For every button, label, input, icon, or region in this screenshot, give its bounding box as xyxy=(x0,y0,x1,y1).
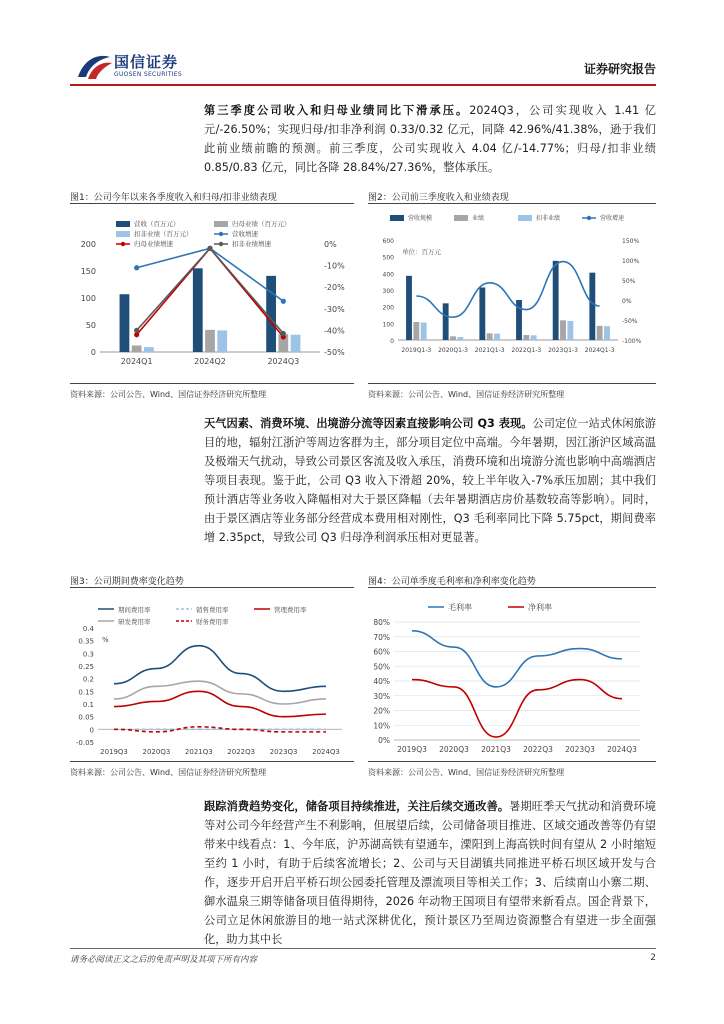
bar xyxy=(567,321,573,340)
figure-2-chart xyxy=(368,208,656,380)
bar xyxy=(120,294,130,352)
y-tick-right: 0% xyxy=(324,240,337,249)
figure-3-top-rule xyxy=(70,587,354,588)
y-tick-right: -30% xyxy=(324,304,345,314)
bar xyxy=(413,322,419,340)
logo-text: 国信证券 xyxy=(114,53,179,71)
bar xyxy=(266,276,276,352)
series-line xyxy=(412,631,622,687)
y-tick-right: -20% xyxy=(324,283,345,293)
y-tick-right: -100% xyxy=(622,338,642,345)
figure-2-bottom-rule xyxy=(368,383,656,384)
bar xyxy=(553,261,559,340)
bar xyxy=(523,335,529,340)
y-tick-label: 0.4 xyxy=(82,625,94,633)
bar xyxy=(494,334,500,340)
x-tick-label: 2019Q3 xyxy=(397,745,427,754)
legend-label: 营收（百万元） xyxy=(134,220,180,228)
legend-label: 研发费用率 xyxy=(118,618,151,626)
paragraph-body: 暑期旺季天气扰动和消费环境等对公司今年经营产生不利影响，但展望后续，公司储备项目推进、区域交通改善等仍有望带来中线看点：1、今年底，沪苏湖高铁有望通车，溧阳到上海高铁时间有望从 2 小时缩短至约 1 小时，有助于后续客流增长；2、公司与天目湖镇共同推进平桥石坝区域开发与合作，逐步开启开启平桥石坝公园委托管理及漂流项目等相关工作；3、后续南山小寨二期、御水温泉三期等储备项目值得期待，2026 年动物王国项目有望带来新看点。国企背景下，公司立足休闲旅游目的地一站式深耕优化，预计景区乃至周边资源整合有望进一步全面强化，助力其中长 xyxy=(204,800,656,946)
x-tick-label: 2024Q3 xyxy=(267,357,300,366)
y-tick-left: 0 xyxy=(390,338,394,345)
y-tick-label: 40% xyxy=(373,677,390,686)
legend-label: 扣非业绩增速 xyxy=(232,240,271,248)
x-tick-label: 2024Q3 xyxy=(312,748,340,756)
figure-1-bottom-rule xyxy=(70,383,354,384)
bar xyxy=(217,330,227,352)
y-tick-right: 0% xyxy=(622,298,632,305)
y-tick-label: 0 xyxy=(89,726,94,735)
legend-label: 销售费用率 xyxy=(196,606,229,614)
report-type: 证券研究报告 xyxy=(583,62,656,76)
series-point xyxy=(281,331,286,336)
y-tick-label: 0.15 xyxy=(78,688,94,697)
x-tick-label: 2020Q1-3 xyxy=(438,347,468,354)
y-tick-left: 150 xyxy=(80,267,96,276)
x-tick-label: 2021Q1-3 xyxy=(474,347,505,354)
paragraph-lead: 第三季度公司收入和归母业绩同比下滑承压。 xyxy=(204,104,470,117)
legend-label: 净利率 xyxy=(528,603,552,612)
bar xyxy=(450,336,456,340)
bar xyxy=(406,276,412,340)
y-tick-label: -0.05 xyxy=(75,739,94,747)
bar xyxy=(589,273,595,340)
y-tick-label: 0.25 xyxy=(78,663,94,671)
x-tick-label: 2024Q1-3 xyxy=(584,347,615,354)
y-tick-label: 0% xyxy=(378,736,390,745)
figure-1-source: 资料来源：公司公告、Wind、国信证券经济研究所整理 xyxy=(70,390,267,399)
figure-4-chart xyxy=(368,592,656,758)
y-tick-left: 50 xyxy=(85,321,96,330)
bar xyxy=(291,335,301,352)
x-tick-label: 2023Q3 xyxy=(565,745,595,754)
series-line xyxy=(412,680,622,738)
y-tick-label: 60% xyxy=(373,647,390,657)
x-tick-label: 2024Q1 xyxy=(120,357,153,366)
y-tick-left: 200 xyxy=(382,304,394,312)
y-tick-right: -50% xyxy=(324,348,345,357)
legend-label: 管理费用率 xyxy=(274,606,307,614)
legend-label: 业绩 xyxy=(472,215,485,222)
figure-2-top-rule xyxy=(368,203,656,204)
paragraph-q3-results xyxy=(204,101,656,177)
paragraph-body: 2024Q3，公司实现收入 1.41 亿元/-26.50%；实现归母/扣非净利润 0.33/0.32 亿元，同降 42.96%/41.38%，逊于我们此前业绩前瞻的预测。前三季度，公司实现收入 4.04 亿/-14.77%；归母/扣非业绩 0.85/0.83 亿元，同比各降 28.84%/27.36%，整体承压。 xyxy=(204,104,656,174)
series-line xyxy=(137,248,284,333)
bar xyxy=(457,337,463,340)
figure-4-title: 图4：公司单季度毛利率和净利率变化趋势 xyxy=(368,577,536,587)
x-tick-label: 2022Q3 xyxy=(227,748,256,756)
figure-3-chart xyxy=(70,592,354,758)
y-tick-left: 100 xyxy=(382,321,394,329)
paragraph-lead: 跟踪消费趋势变化，储备项目持续推进，关注后续交通改善。 xyxy=(204,800,510,813)
x-tick-label: 2021Q3 xyxy=(481,745,511,754)
y-tick-left: 400 xyxy=(382,271,394,279)
legend-marker xyxy=(121,242,125,246)
series-point xyxy=(134,265,139,270)
y-tick-right: -50% xyxy=(622,318,638,325)
figure-3-title: 图3：公司期间费率变化趋势 xyxy=(70,577,184,587)
bar xyxy=(132,346,142,352)
x-tick-label: 2019Q3 xyxy=(100,748,128,756)
y-tick-label: 0.3 xyxy=(82,650,94,659)
chart-unit-label: 单位：百万元 xyxy=(402,248,441,256)
page-number: 2 xyxy=(650,953,656,963)
bar xyxy=(597,326,603,340)
paragraph-outlook xyxy=(204,797,656,949)
legend-swatch xyxy=(518,215,532,221)
bar xyxy=(487,333,493,340)
y-tick-label: 0.05 xyxy=(78,713,94,722)
y-tick-label: 0.1 xyxy=(82,701,94,709)
series-line xyxy=(114,681,326,704)
series-point xyxy=(207,246,212,251)
x-tick-label: 2019Q1-3 xyxy=(401,347,432,354)
series-line xyxy=(137,248,284,301)
figure-1-chart xyxy=(70,208,354,380)
y-tick-label: 0.35 xyxy=(78,637,94,646)
legend-label: 扣非业绩（百万元） xyxy=(134,230,193,238)
y-tick-left: 100 xyxy=(80,294,96,303)
figure-3-source: 资料来源：公司公告、Wind、国信证券经济研究所整理 xyxy=(70,768,267,777)
legend-label: 营收规模 xyxy=(408,215,433,222)
y-tick-left: 500 xyxy=(382,254,394,262)
y-tick-label: 30% xyxy=(373,691,390,701)
x-tick-label: 2020Q3 xyxy=(142,748,171,756)
legend-label: 营收增速 xyxy=(600,215,625,222)
y-tick-label: 80% xyxy=(373,618,390,627)
y-tick-left: 600 xyxy=(382,238,394,245)
series-line xyxy=(114,646,326,692)
x-tick-label: 2023Q1-3 xyxy=(548,347,578,354)
y-tick-label: 50% xyxy=(373,662,390,672)
figure-4-source: 资料来源：公司公告、Wind、国信证券经济研究所整理 xyxy=(368,768,565,777)
legend-swatch xyxy=(214,221,228,227)
bar xyxy=(193,268,203,352)
paragraph-q3-factors xyxy=(204,414,656,547)
series-point xyxy=(281,299,286,304)
bar xyxy=(144,347,154,352)
figure-4-bottom-rule xyxy=(368,761,656,762)
x-tick-label: 2022Q3 xyxy=(523,745,553,754)
legend-label: 归母业绩（百万元） xyxy=(232,220,291,228)
x-tick-label: 2022Q1-3 xyxy=(511,347,542,354)
y-tick-label: 70% xyxy=(373,632,390,642)
paragraph-lead: 天气因素、消费环境、出境游分流等因素直接影响公司 Q3 表现。 xyxy=(204,417,533,430)
y-tick-right: -10% xyxy=(324,261,345,271)
legend-swatch xyxy=(116,231,130,237)
legend-swatch xyxy=(116,221,130,227)
y-tick-left: 0 xyxy=(90,348,96,357)
y-tick-label: 10% xyxy=(373,721,390,731)
bar xyxy=(531,335,537,340)
figure-3-bottom-rule xyxy=(70,761,354,762)
figure-2-title: 图2：公司前三季度收入和业绩表现 xyxy=(368,193,509,203)
figure-2-source: 资料来源：公司公告、Wind、国信证券经济研究所整理 xyxy=(368,390,565,399)
y-tick-left: 200 xyxy=(80,240,96,249)
y-tick-right: -40% xyxy=(324,326,345,336)
footer-divider xyxy=(70,948,656,949)
legend-marker xyxy=(219,232,223,236)
figure-1-title: 图1：公司今年以来各季度收入和归母/扣非业绩表现 xyxy=(70,193,277,203)
x-tick-label: 2021Q3 xyxy=(184,748,213,756)
figure-4-top-rule xyxy=(368,587,656,588)
bar xyxy=(479,288,485,341)
y-tick-right: 100% xyxy=(622,258,640,265)
bar xyxy=(604,326,610,340)
legend-label: 财务费用率 xyxy=(196,618,229,626)
legend-label: 毛利率 xyxy=(448,603,472,612)
series-point xyxy=(134,328,139,333)
logo-subtext: GUOSEN SECURITIES xyxy=(114,71,183,78)
paragraph-body: 公司定位一站式休闲旅游目的地，辐射江浙沪等周边客群为主，部分项目定位中高端。今年暑期，因江浙沪区域高温及极端天气扰动，导致公司景区客流及收入承压，消费环境和出境游分流也影响中高端酒店等项目表现。鉴于此，公司 Q3 收入下滑超 20%，较上半年收入-7%承压加剧；其中我们预计酒店等业务收入降幅相对大于景区降幅（去年暑期酒店房价基数较高等影响）。同时，由于景区酒店等业务部分经营成本费用相对刚性，Q3 毛利率同比下降 5.75pct，期间费率增 2.35pct，导致公司 Q3 归母净利润承压相对更显著。 xyxy=(204,417,656,544)
bar xyxy=(421,323,427,341)
bar xyxy=(443,303,449,340)
footer-disclaimer: 请务必阅读正文之后的免责声明及其项下所有内容 xyxy=(70,955,258,965)
legend-label: 期间费用率 xyxy=(118,606,151,614)
bar xyxy=(205,330,215,352)
legend-swatch xyxy=(390,215,404,221)
y-tick-right: 50% xyxy=(622,278,636,285)
x-tick-label: 2024Q3 xyxy=(607,745,637,754)
legend-label: 营收增速 xyxy=(232,230,258,238)
x-tick-label: 2024Q2 xyxy=(194,357,226,366)
figure-1-top-rule xyxy=(70,203,354,204)
legend-label: 扣非业绩 xyxy=(536,215,561,222)
bar xyxy=(560,320,566,340)
legend-label: 归母业绩增速 xyxy=(134,240,173,248)
header-divider xyxy=(70,84,656,86)
y-tick-right: 150% xyxy=(622,238,640,245)
y-unit-label: % xyxy=(102,636,109,644)
legend-marker xyxy=(219,242,223,246)
x-tick-label: 2023Q3 xyxy=(269,748,298,756)
y-tick-label: 20% xyxy=(373,706,390,716)
x-tick-label: 2020Q3 xyxy=(439,745,469,754)
guosen-logo-mark xyxy=(74,51,114,83)
legend-marker xyxy=(587,216,591,220)
y-tick-label: 0.2 xyxy=(82,675,94,684)
y-tick-left: 300 xyxy=(382,288,394,295)
legend-swatch xyxy=(454,215,468,221)
